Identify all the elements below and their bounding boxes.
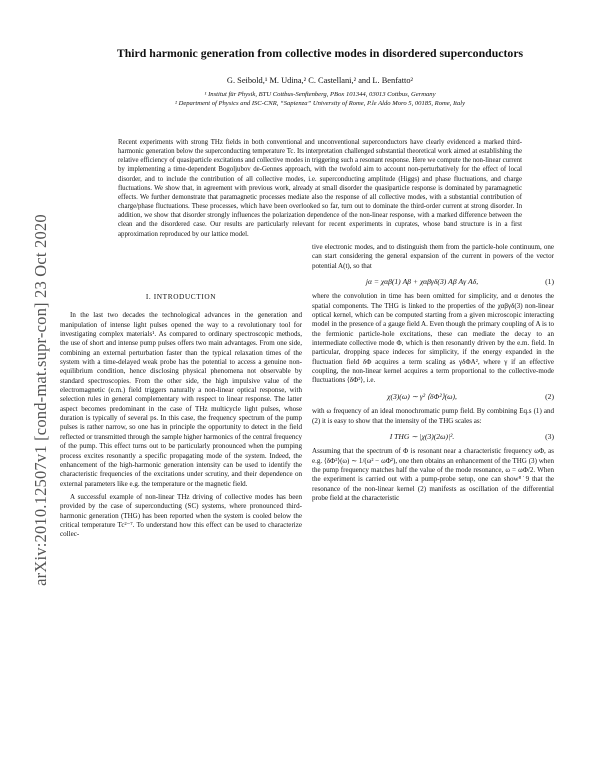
equation-1	[312, 277, 554, 286]
intro-paragraph-2: A successful example of non-linear THz driving of collective modes has been provided by the case of superconducting (SC) systems, where pronounced third-harmonic generation (THG) has been reported when the system is cooled below the critical temperature Tc²⁻⁷. To understand how this effect can be used to characterize collec-	[60, 492, 302, 539]
equation-1-body: jα = χαβ(1) Aβ + χαβγδ(3) Aβ Aγ Aδ,	[365, 277, 479, 287]
affiliation-1: ¹ Institut für Physik, BTU Cottbus-Senftenberg, PBox 101344, 03013 Cottbus, Germany	[204, 91, 436, 98]
equation-2-body: χ(3)(ω) ∼ γ² ⟨δΦ²⟩(ω),	[387, 391, 457, 401]
right-column	[312, 243, 554, 503]
arxiv-identifier-stamp	[26, 140, 56, 660]
intro-paragraph-5: with ω frequency of an ideal monochromatic pump field. By combining Eq.s (1) and (2) it is easy to show that the intensity of the THG scales as:	[312, 407, 554, 425]
affiliation-2: ² Department of Physics and ISC-CNR, “Sapienza” University of Rome, P.le Aldo Moro 5, 00185, Rome, Italy	[174, 100, 466, 108]
equation-3	[312, 432, 554, 441]
equation-2-number: (2)	[545, 391, 554, 401]
intro-paragraph-4: where the convolution in time has been omitted for simplicity, and α denotes the spatial components. The THG is linked to the properties of the χαβγδ(3) non-linear optical kernel, which can be computed starting from a given microscopic interacting model in the presence of a gauge field A. Even though the primary coupling of A is to the fermionic particle-hole excitations, these can mediate the decay to an intermediate collective mode Φ, which is then resonantly driven by the e.m. field. In particular, dropping space indeces for simplicity, if the energy expanded in the fluctuation field δΦ acquires a term scaling as γδΦA², where γ if an effective coupling, the non-linear kernel acquires a term proportional to the collective-mode fluctuations ⟨δΦ²⟩, i.e.	[312, 292, 554, 385]
left-column	[60, 292, 302, 540]
equation-2	[312, 392, 554, 401]
intro-paragraph-1: In the last two decades the technological advances in the generation and manipulation of intense light pulses opened the way to a revolutionary tool for investigating complex materials¹. As compared to ordinary spectroscopic methods, the use of short and intense pump pulses offers two main advantages. From one side, combining an external perturbation faster than the typical relaxation times of the system with a time-delayed weak probe has the potential to access a genuine non-equilibrium condition, hence disclosing physical phenomena not observable by standard spectroscopies. From the other side, the high impulsive value of the electromagnetic (e.m.) field triggers naturally a non-linear optical response, with selection rules in general complementary with respect to linear response. The latter aspect becomes predominant in the case of THz multicycle light pulses, whose duration is typically of several ps. In this case, the frequency spectrum of the pump pulses is rather narrow, so one has in principle the opportunity to detect in the field reflected or transmitted through the sample higher harmonics of the central frequency of the pump. This effect turns out to be particularly pronounced when the pumping process excites resonantly a specific propagating mode of the system. Indeed, the enhancement of the high-harmonic generation intensity can be used to identify the characteristic frequencies of the excitations under scrutiny, and their dependence on external parameters like e.g. the temperature or the magnetic field.	[60, 311, 302, 488]
paper-title: Third harmonic generation from collective modes in disordered superconductors	[116, 46, 524, 60]
equation-3-number: (3)	[545, 431, 554, 441]
intro-paragraph-6: Assuming that the spectrum of Φ is resonant near a characteristic frequency ωΦ, as e.g. ⟨δΦ²⟩(ω) ∼ 1/(ω² − ωΦ²), one then obtains an enhancement of the THG (3) when the pump frequency matches half the value of the mode resonance, ω = ωΦ/2. When the experiment is carried out with a pump-probe setup, one can show⁸˙9 that the resonance of the non-linear kernel (2) manifests as oscillation of the differential probe field at the characteristic	[312, 447, 554, 502]
section-heading: I. INTRODUCTION	[145, 292, 217, 301]
affiliations	[60, 90, 580, 108]
author-list: G. Seibold,¹ M. Udina,² C. Castellani,² and L. Benfatto²	[226, 76, 414, 85]
equation-1-number: (1)	[545, 277, 554, 287]
arxiv-identifier: arXiv:2010.12507v1 [cond-mat.supr-con] 23 Oct 2020	[31, 214, 50, 586]
intro-paragraph-3: tive electronic modes, and to distinguish them from the particle-hole continuum, one can start considering the general expansion of the current in powers of the vector potential A(t), so that	[312, 243, 554, 270]
abstract: Recent experiments with strong THz fields in both conventional and unconventional superconductors have clearly evidenced a marked third-harmonic generation below the superconducting temperature Tc. Its interpretation challenged substantial theoretical work aimed at establishing the relative efficiency of quasiparticle excitations and collective modes in triggering such a resonant response. Here we compute the non-linear current by implementing a time-dependent Bogoljubov de-Gennes approach, with the twofold aim to account non-perturbatively for the effect of local disorder, and to include the contribution of all collective modes, i.e. superconducting amplitude (Higgs) and phase fluctuations, and charge fluctuations. We show that, in agreement with previous work, already at small disorder the quasiparticle response is dominated by paramagnetic effects. We further demonstrate that paramagnetic processes mediate also the response of all collective modes, with a substantial contribution of charge/phase fluctuations. These processes, which have been overlooked so far, turn out to dominate the third-order current at strong disorder. In addition, we show that disorder strongly influences the polarization dependence of the non-linear response, with a marked difference between the clean and the disordered case. Our results are particularly relevant for recent experiments in cuprates, whose band structure is in a first approximation reproduced by our lattice model.	[118, 139, 522, 238]
equation-3-body: I THG ∼ |χ(3)(2ω)|².	[389, 431, 455, 441]
